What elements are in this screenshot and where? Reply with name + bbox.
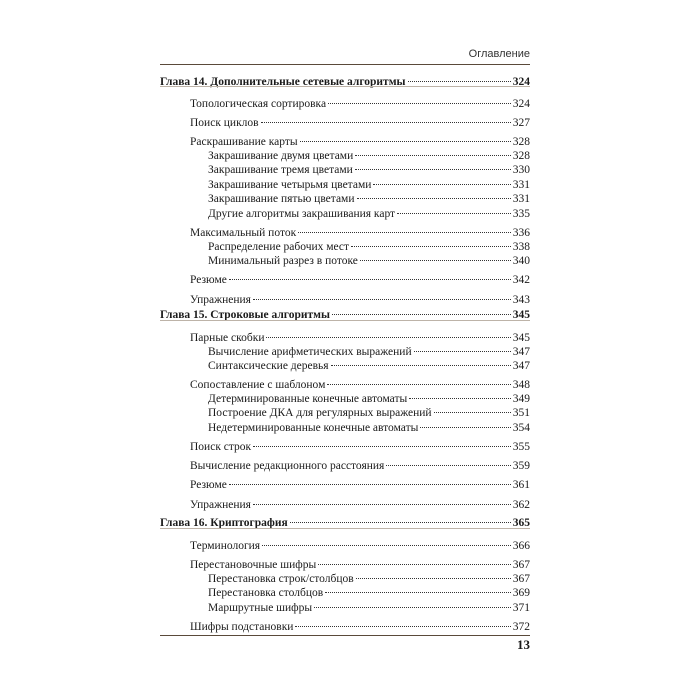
- toc-leader-dots: [262, 545, 511, 546]
- toc-leader-dots: [414, 351, 511, 352]
- toc-entry-page: 327: [512, 117, 530, 129]
- toc-entry-page: 328: [512, 150, 530, 162]
- toc-entry-title: Парные скобки: [190, 332, 265, 344]
- toc-section[interactable]: [190, 497, 530, 513]
- toc-entry-page: 362: [512, 499, 530, 511]
- toc-entry-page: 372: [512, 621, 530, 633]
- toc-leader-dots: [331, 365, 511, 366]
- toc-leader-dots: [351, 246, 511, 247]
- toc-entry-title: Резюме: [190, 274, 227, 286]
- toc-section[interactable]: [190, 292, 530, 308]
- toc-entry-page: 342: [512, 274, 530, 286]
- toc-entry-page: 366: [512, 540, 530, 552]
- toc-entry-title: Вычисление редакционного расстояния: [190, 460, 385, 472]
- toc-subsection[interactable]: [208, 162, 530, 178]
- toc-entry-title: Топологическая сортировка: [190, 98, 327, 110]
- toc-leader-dots: [300, 141, 511, 142]
- toc-entry-title: Минимальный разрез в потоке: [208, 255, 358, 267]
- toc-entry-title: Детерминированные конечные автоматы: [208, 393, 408, 405]
- toc-entry-title: Закрашивание пятью цветами: [208, 193, 355, 205]
- toc-subsection[interactable]: [208, 585, 530, 601]
- toc-entry-title: Шифры подстановки: [190, 621, 294, 633]
- toc-leader-dots: [408, 81, 511, 82]
- toc-entry-page: 349: [512, 393, 530, 405]
- toc-entry-title: Перестановка строк/столбцов: [208, 573, 354, 585]
- toc-chapter-page: 345: [512, 309, 530, 321]
- toc-entry-page: 345: [512, 332, 530, 344]
- toc-entry-page: 347: [512, 360, 530, 372]
- header-rule: [160, 64, 530, 65]
- toc-leader-dots: [386, 465, 510, 466]
- toc-entry-page: 354: [512, 422, 530, 434]
- toc-subsection[interactable]: [208, 206, 530, 222]
- toc-entry-title: Перестановочные шифры: [190, 559, 317, 571]
- toc-entry-title: Резюме: [190, 479, 227, 491]
- toc-entry-page: 324: [512, 98, 530, 110]
- toc-section[interactable]: [190, 477, 530, 493]
- toc-chapter[interactable]: [160, 74, 530, 90]
- toc-subsection[interactable]: [208, 253, 530, 269]
- toc-leader-dots: [314, 607, 511, 608]
- toc-entry-title: Поиск циклов: [190, 117, 259, 129]
- toc-entry-title: Вычисление арифметических выражений: [208, 346, 412, 358]
- toc-leader-dots: [397, 213, 511, 214]
- toc-entry-page: 331: [512, 179, 530, 191]
- chapter-divider: [160, 86, 530, 87]
- toc-entry-title: Перестановка столбцов: [208, 587, 324, 599]
- page-number: 13: [517, 637, 530, 652]
- toc-leader-dots: [355, 169, 511, 170]
- toc-entry-page: 331: [512, 193, 530, 205]
- chapter-divider: [160, 528, 530, 529]
- toc-entry-title: Синтаксические деревья: [208, 360, 329, 372]
- toc-entry-page: 348: [512, 379, 530, 391]
- toc-entry-page: 371: [512, 602, 530, 614]
- toc-section[interactable]: [190, 439, 530, 455]
- toc-entry-page: 328: [512, 136, 530, 148]
- toc-entry-page: 343: [512, 294, 530, 306]
- toc-leader-dots: [328, 103, 511, 104]
- toc-entry-title: Упражнения: [190, 294, 251, 306]
- toc-section[interactable]: [190, 272, 530, 288]
- toc-entry-title: Закрашивание четырьмя цветами: [208, 179, 372, 191]
- toc-leader-dots: [229, 279, 511, 280]
- toc-leader-dots: [420, 427, 510, 428]
- toc-section[interactable]: [190, 458, 530, 474]
- toc-subsection[interactable]: [208, 420, 530, 436]
- toc-leader-dots: [295, 626, 510, 627]
- toc-entry-page: 336: [512, 227, 530, 239]
- toc-leader-dots: [332, 314, 511, 315]
- running-header-title: Оглавление: [468, 48, 530, 60]
- toc-leader-dots: [357, 198, 511, 199]
- toc-entry-title: Терминология: [190, 540, 261, 552]
- toc-leader-dots: [373, 184, 510, 185]
- toc-entry-title: Маршрутные шифры: [208, 602, 313, 614]
- toc-leader-dots: [355, 155, 511, 156]
- toc-entry-title: Другие алгоритмы закрашивания карт: [208, 208, 396, 220]
- toc-entry-title: Недетерминированные конечные автоматы: [208, 422, 419, 434]
- toc-entry-title: Закрашивание двумя цветами: [208, 150, 354, 162]
- toc-subsection[interactable]: [208, 405, 530, 421]
- toc-leader-dots: [409, 398, 511, 399]
- toc-leader-dots: [356, 578, 511, 579]
- toc-chapter-title: Глава 16. Криптография: [160, 517, 288, 529]
- toc-leader-dots: [229, 484, 511, 485]
- toc-entry-page: 351: [512, 407, 530, 419]
- toc-chapter-title: Глава 15. Строковые алгоритмы: [160, 309, 330, 321]
- toc-section[interactable]: [190, 619, 530, 635]
- toc-entry-title: Максимальный поток: [190, 227, 297, 239]
- toc-leader-dots: [253, 504, 511, 505]
- toc-entry-page: 340: [512, 255, 530, 267]
- toc-entry-title: Поиск строк: [190, 441, 252, 453]
- toc-entry-page: 359: [512, 460, 530, 472]
- toc-entry-page: 367: [512, 559, 530, 571]
- toc-leader-dots: [266, 337, 510, 338]
- toc-leader-dots: [253, 446, 511, 447]
- toc-entry-title: Построение ДКА для регулярных выражений: [208, 407, 432, 419]
- footer-rule: [160, 635, 530, 636]
- toc-entry-title: Раскрашивание карты: [190, 136, 298, 148]
- toc-entry-page: 361: [512, 479, 530, 491]
- toc-leader-dots: [290, 522, 511, 523]
- toc-entry-title: Сопоставление с шаблоном: [190, 379, 326, 391]
- toc-entry-page: 367: [512, 573, 530, 585]
- toc-leader-dots: [298, 232, 511, 233]
- toc-chapter-page: 324: [512, 76, 530, 88]
- toc-leader-dots: [318, 564, 511, 565]
- toc-chapter-page: 365: [512, 517, 530, 529]
- toc-subsection[interactable]: [208, 358, 530, 374]
- toc-entry-title: Закрашивание тремя цветами: [208, 164, 353, 176]
- toc-entry-title: Упражнения: [190, 499, 251, 511]
- toc-subsection[interactable]: [208, 191, 530, 207]
- toc-subsection[interactable]: [208, 600, 530, 616]
- toc-entry-page: 347: [512, 346, 530, 358]
- toc-entry-page: 335: [512, 208, 530, 220]
- toc-chapter-title: Глава 14. Дополнительные сетевые алгоритмы: [160, 76, 406, 88]
- chapter-divider: [160, 320, 530, 321]
- toc-leader-dots: [253, 299, 511, 300]
- toc-leader-dots: [325, 592, 511, 593]
- toc-entry-page: 330: [512, 164, 530, 176]
- toc-entry-page: 338: [512, 241, 530, 253]
- toc-leader-dots: [434, 412, 511, 413]
- toc-entry-title: Распределение рабочих мест: [208, 241, 350, 253]
- toc-leader-dots: [327, 384, 510, 385]
- toc-section[interactable]: [190, 96, 530, 112]
- toc-leader-dots: [261, 122, 511, 123]
- toc-leader-dots: [360, 260, 511, 261]
- toc-entry-page: 369: [512, 587, 530, 599]
- toc-section[interactable]: [190, 538, 530, 554]
- toc-entry-page: 355: [512, 441, 530, 453]
- toc-section[interactable]: [190, 115, 530, 131]
